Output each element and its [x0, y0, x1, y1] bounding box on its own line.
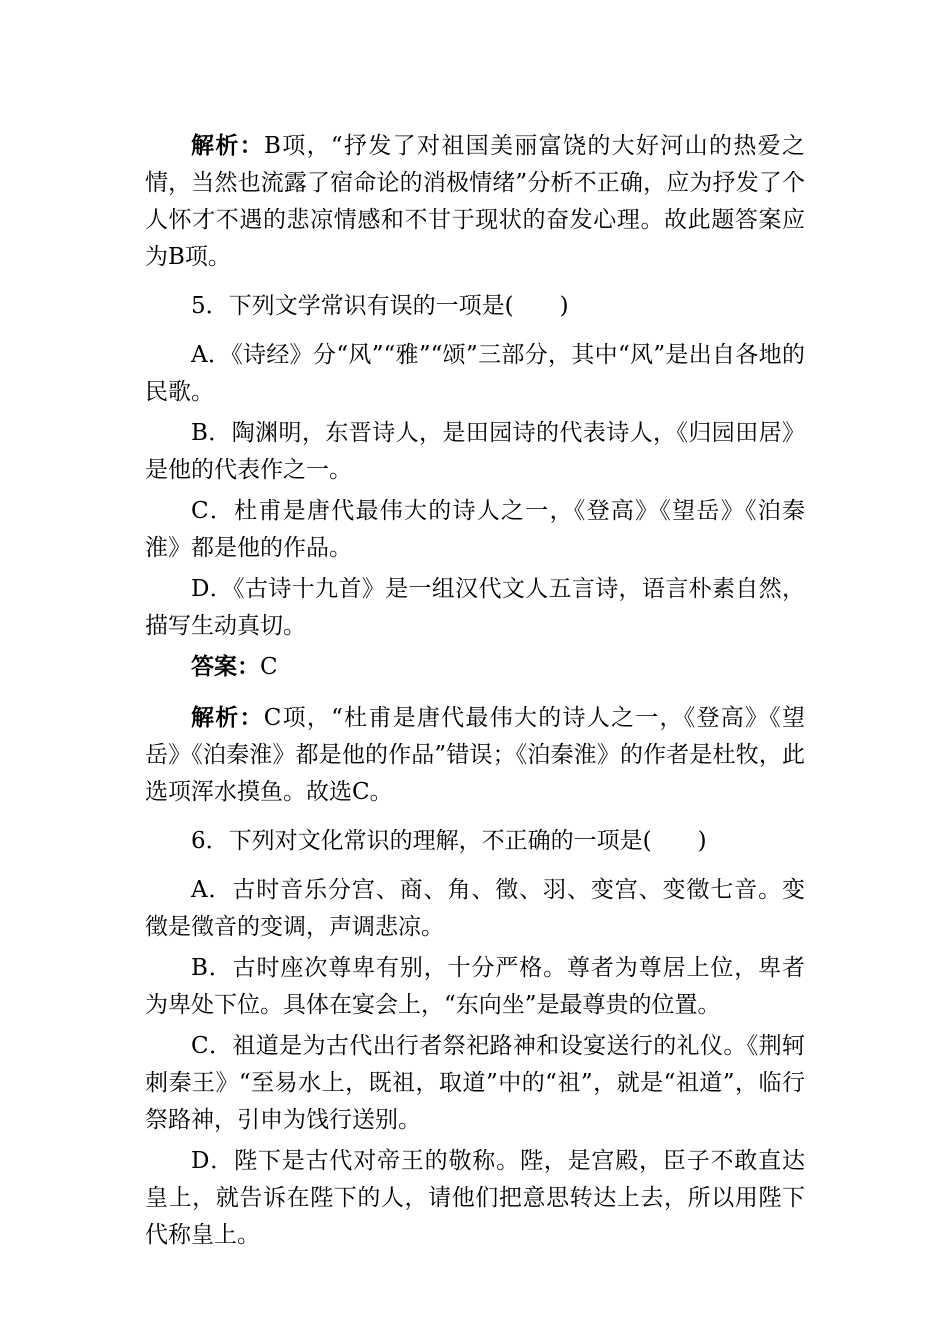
document-page — [145, 128, 805, 1258]
analysis-label: 解析： — [191, 133, 264, 159]
analysis-text: C项，“杜甫是唐代最伟大的诗人之一，《登高》《望岳》《泊秦淮》都是他的作品”错误；《泊秦淮》的作者是杜牧，此选项浑水摸鱼。故选C。 — [145, 705, 806, 805]
analysis-text: B项，“抒发了对祖国美丽富饶的大好河山的热爱之情，当然也流露了宿命论的消极情绪”分析不正确，应为抒发了个人怀才不遇的悲凉情感和不甘于现状的奋发心理。故此题答案应为B项。 — [145, 133, 805, 270]
answer-label: 答案： — [191, 654, 260, 680]
question-6-option-b: B．古时座次尊卑有别，十分严格。尊者为尊居上位，卑者为卑处下位。具体在宴会上，“东向坐”是最尊贵的位置。 — [145, 955, 805, 1018]
question-6-option-c: C．祖道是为古代出行者祭祀路神和设宴送行的礼仪。《荆轲刺秦王》“至易水上，既祖，取道”中的“祖”，就是“祖道”，临行祭路神，引申为饯行送别。 — [145, 1033, 805, 1133]
question-5-stem: 5．下列文学常识有误的一项是( ) — [191, 293, 569, 319]
analysis-label: 解析： — [191, 705, 264, 731]
answer-value: C — [260, 654, 278, 680]
analysis-paragraph-q4 — [145, 128, 805, 276]
question-6-stem: 6．下列对文化常识的理解，不正确的一项是( ) — [191, 828, 707, 854]
analysis-paragraph-q5 — [145, 700, 805, 811]
question-5-option-b: B．陶渊明，东晋诗人，是田园诗的代表诗人，《归园田居》是他的代表作之一。 — [145, 420, 805, 483]
question-6-option-d: D．陛下是古代对帝王的敬称。陛，是宫殿，臣子不敢直达皇上，就告诉在陛下的人，请他们把意思转达上去，所以用陛下代称皇上。 — [145, 1148, 805, 1248]
question-5-option-a: A．《诗经》分“风”“雅”“颂”三部分，其中“风”是出自各地的民歌。 — [145, 342, 805, 405]
question-5-option-d: D．《古诗十九首》是一组汉代文人五言诗，语言朴素自然，描写生动真切。 — [145, 576, 805, 639]
question-6-option-a: A．古时音乐分宫、商、角、徵、羽、变宫、变徵七音。变徵是徵音的变调，声调悲凉。 — [145, 877, 805, 940]
question-5-answer — [145, 649, 805, 686]
question-5-option-c: C．杜甫是唐代最伟大的诗人之一，《登高》《望岳》《泊秦淮》都是他的作品。 — [145, 498, 805, 561]
